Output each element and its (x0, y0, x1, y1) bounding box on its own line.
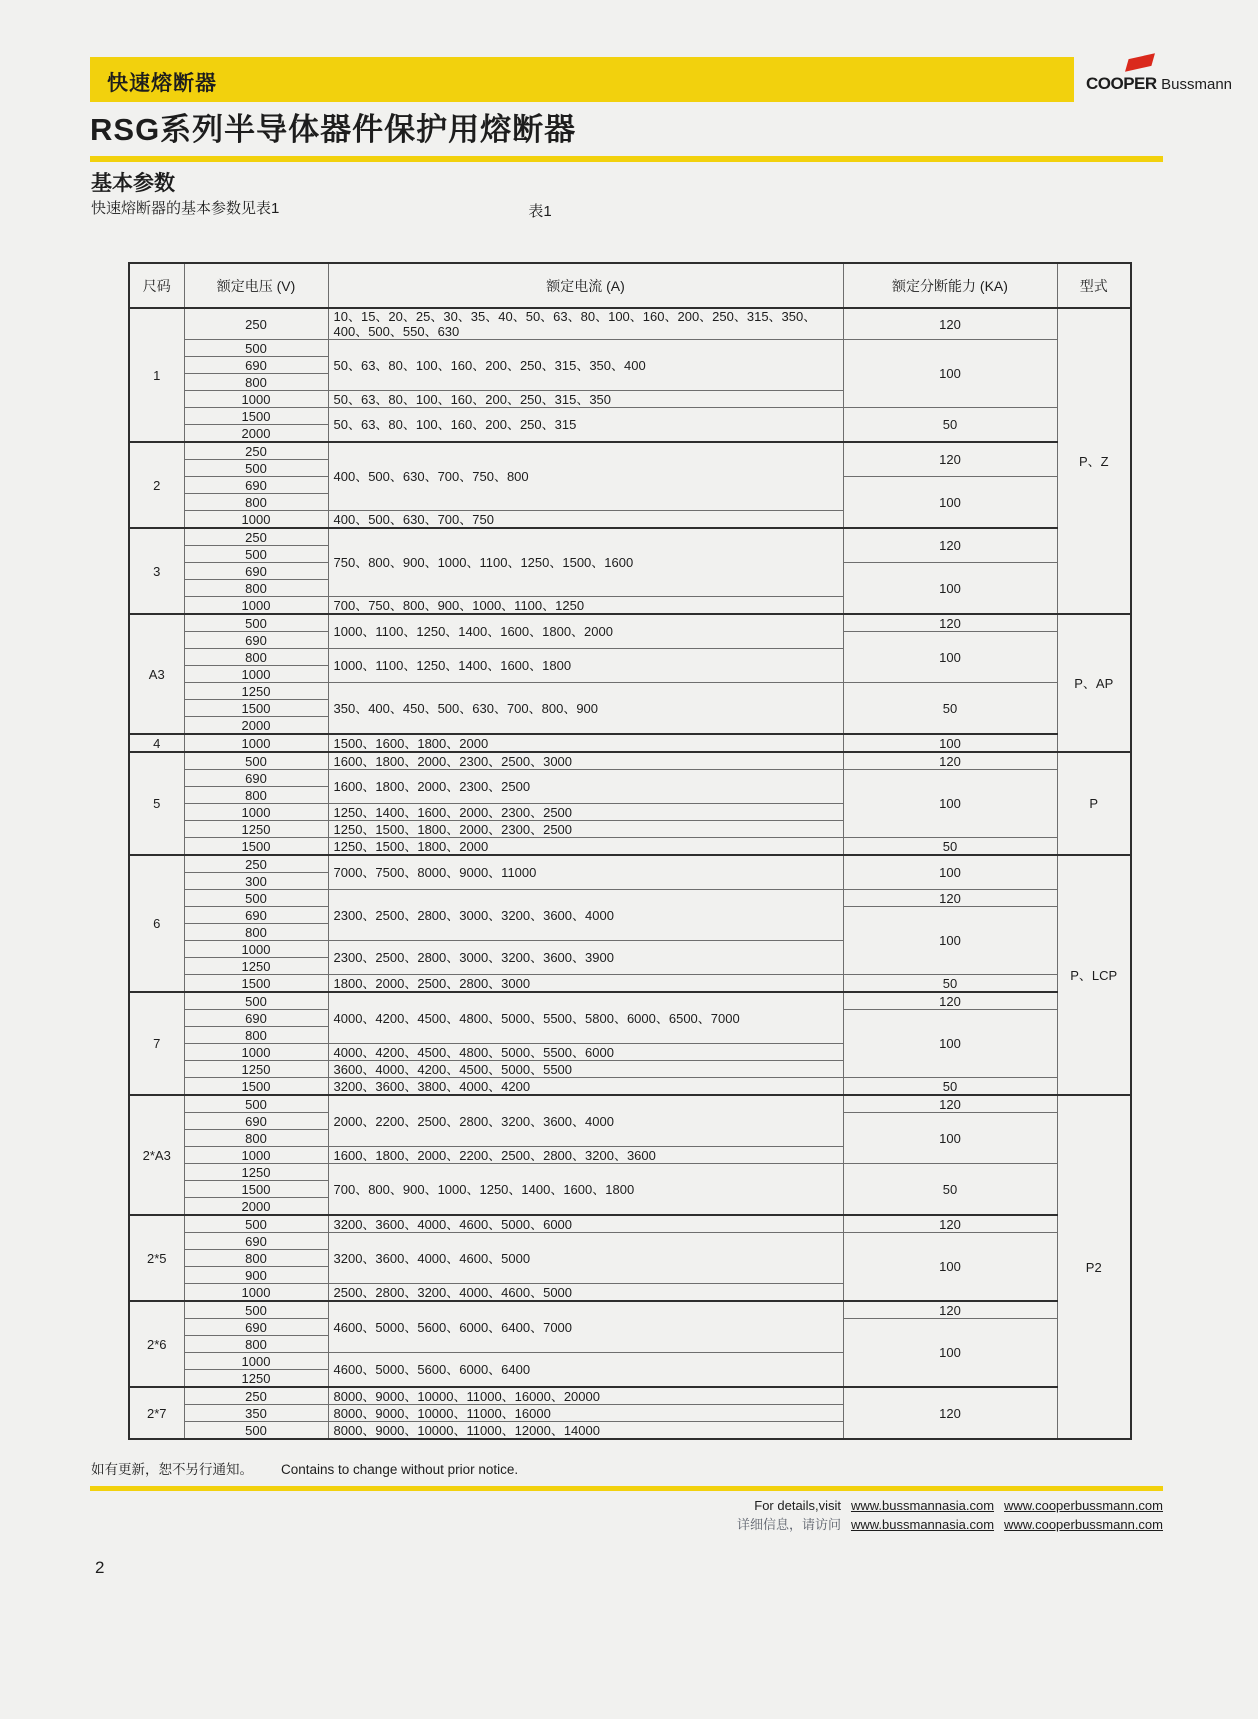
size-cell: 1 (129, 308, 184, 442)
current-cell: 8000、9000、10000、11000、12000、14000 (328, 1422, 843, 1440)
ka-cell: 120 (843, 1215, 1057, 1233)
voltage-cell: 350 (184, 1405, 328, 1422)
parameters-table (128, 262, 1132, 1440)
voltage-cell: 1000 (184, 597, 328, 615)
size-cell: 2 (129, 442, 184, 528)
size-cell: 2*A3 (129, 1095, 184, 1215)
ka-cell: 120 (843, 1387, 1057, 1439)
voltage-cell: 1250 (184, 683, 328, 700)
current-cell: 1600、1800、2000、2200、2500、2800、3200、3600 (328, 1147, 843, 1164)
voltage-cell: 690 (184, 357, 328, 374)
current-cell: 4600、5000、5600、6000、6400 (328, 1353, 843, 1388)
voltage-cell: 1500 (184, 1181, 328, 1198)
footer-note (91, 1458, 518, 1478)
voltage-cell: 1000 (184, 1353, 328, 1370)
current-cell: 3200、3600、4000、4600、5000、6000 (328, 1215, 843, 1233)
size-cell: 5 (129, 752, 184, 855)
ka-cell: 50 (843, 1078, 1057, 1096)
current-cell: 1600、1800、2000、2300、2500 (328, 770, 843, 804)
table-header-row (129, 263, 1131, 308)
table-row (129, 752, 1131, 770)
voltage-cell: 1000 (184, 734, 328, 752)
current-cell: 2500、2800、3200、4000、4600、5000 (328, 1284, 843, 1302)
current-cell: 400、500、630、700、750、800 (328, 442, 843, 511)
footer-links (737, 1496, 1163, 1534)
voltage-cell: 1000 (184, 511, 328, 529)
current-cell: 4000、4200、4500、4800、5000、5500、5800、6000、6500、7000 (328, 992, 843, 1044)
table-row (129, 890, 1131, 907)
table-caption: 表1 (528, 203, 552, 220)
voltage-cell: 1250 (184, 1164, 328, 1181)
ka-cell: 50 (843, 683, 1057, 735)
voltage-cell: 500 (184, 1301, 328, 1319)
voltage-cell: 250 (184, 308, 328, 340)
current-cell: 1000、1100、1250、1400、1600、1800 (328, 649, 843, 683)
voltage-cell: 1500 (184, 1078, 328, 1096)
logo-cooper-text: COOPER (1086, 74, 1157, 93)
voltage-cell: 690 (184, 563, 328, 580)
footer-note-cn: 如有更新，恕不另行通知。 (91, 1462, 253, 1477)
table-row (129, 1078, 1131, 1096)
current-cell: 2000、2200、2500、2800、3200、3600、4000 (328, 1095, 843, 1147)
voltage-cell: 1000 (184, 1147, 328, 1164)
ka-cell: 100 (843, 563, 1057, 615)
ka-cell: 100 (843, 1113, 1057, 1164)
voltage-cell: 500 (184, 614, 328, 632)
current-cell: 1600、1800、2000、2300、2500、3000 (328, 752, 843, 770)
bussmannasia-link[interactable]: www.bussmannasia.com (850, 1498, 995, 1513)
voltage-cell: 250 (184, 1387, 328, 1405)
footer-links-line-en (737, 1496, 1163, 1515)
cooper-bussmann-logo (1086, 54, 1246, 100)
voltage-cell: 690 (184, 1113, 328, 1130)
voltage-cell: 1000 (184, 941, 328, 958)
ka-cell: 50 (843, 975, 1057, 993)
table-row (129, 340, 1131, 357)
voltage-cell: 1500 (184, 700, 328, 717)
current-cell: 3200、3600、4000、4600、5000 (328, 1233, 843, 1284)
voltage-cell: 690 (184, 1010, 328, 1027)
size-cell: 4 (129, 734, 184, 752)
current-cell: 50、63、80、100、160、200、250、315、350 (328, 391, 843, 408)
voltage-cell: 800 (184, 787, 328, 804)
current-cell: 1000、1100、1250、1400、1600、1800、2000 (328, 614, 843, 649)
voltage-cell: 800 (184, 1130, 328, 1147)
voltage-cell: 250 (184, 528, 328, 546)
voltage-cell: 800 (184, 494, 328, 511)
current-cell: 4000、4200、4500、4800、5000、5500、6000 (328, 1044, 843, 1061)
ka-cell: 100 (843, 855, 1057, 890)
voltage-cell: 500 (184, 340, 328, 357)
voltage-cell: 1250 (184, 958, 328, 975)
type-cell: P、LCP (1057, 855, 1131, 1095)
banner-label: 快速熔断器 (107, 72, 217, 95)
voltage-cell: 1000 (184, 666, 328, 683)
current-cell: 8000、9000、10000、11000、16000 (328, 1405, 843, 1422)
current-cell: 8000、9000、10000、11000、16000、20000 (328, 1387, 843, 1405)
cooperbussmann-link[interactable]: www.cooperbussmann.com (1004, 1517, 1163, 1532)
ka-cell: 120 (843, 1301, 1057, 1319)
current-cell: 10、15、20、25、30、35、40、50、63、80、100、160、200、250、315、350、400、500、550、630 (328, 308, 843, 340)
voltage-cell: 500 (184, 460, 328, 477)
table-row (129, 528, 1131, 546)
current-cell: 3600、4000、4200、4500、5000、5500 (328, 1061, 843, 1078)
voltage-cell: 800 (184, 580, 328, 597)
type-cell: P (1057, 752, 1131, 855)
voltage-cell: 500 (184, 992, 328, 1010)
size-cell: 2*7 (129, 1387, 184, 1439)
voltage-cell: 800 (184, 924, 328, 941)
voltage-cell: 500 (184, 890, 328, 907)
col-header-voltage: 额定电压 (V) (184, 263, 328, 308)
ka-cell: 120 (843, 308, 1057, 340)
table-row (129, 770, 1131, 787)
logo-flag-icon (1125, 53, 1155, 71)
table-row (129, 1233, 1131, 1250)
footer-note-en: Contains to change without prior notice. (281, 1462, 519, 1477)
type-cell: P、AP (1057, 614, 1131, 752)
ka-cell: 100 (843, 632, 1057, 683)
current-cell: 1250、1500、1800、2000 (328, 838, 843, 856)
table-row (129, 992, 1131, 1010)
current-cell: 2300、2500、2800、3000、3200、3600、4000 (328, 890, 843, 941)
table-row (129, 1095, 1131, 1113)
current-cell: 50、63、80、100、160、200、250、315 (328, 408, 843, 443)
type-cell: P、Z (1057, 308, 1131, 614)
voltage-cell: 500 (184, 1215, 328, 1233)
ka-cell: 100 (843, 477, 1057, 529)
voltage-cell: 690 (184, 1319, 328, 1336)
current-cell: 7000、7500、8000、9000、11000 (328, 855, 843, 890)
current-cell: 750、800、900、1000、1100、1250、1500、1600 (328, 528, 843, 597)
ka-cell: 100 (843, 1010, 1057, 1078)
category-banner (90, 57, 1074, 102)
yellow-divider-bottom (90, 1486, 1163, 1491)
voltage-cell: 1250 (184, 821, 328, 838)
ka-cell: 100 (843, 770, 1057, 838)
current-cell: 2300、2500、2800、3000、3200、3600、3900 (328, 941, 843, 975)
size-cell: 2*5 (129, 1215, 184, 1301)
ka-cell: 50 (843, 838, 1057, 856)
col-header-breaking: 额定分断能力 (KA) (843, 263, 1057, 308)
ka-cell: 120 (843, 890, 1057, 907)
current-cell: 700、800、900、1000、1250、1400、1600、1800 (328, 1164, 843, 1216)
ka-cell: 100 (843, 340, 1057, 408)
current-cell: 400、500、630、700、750 (328, 511, 843, 529)
size-cell: 6 (129, 855, 184, 992)
yellow-divider-top (90, 156, 1163, 162)
voltage-cell: 690 (184, 477, 328, 494)
voltage-cell: 800 (184, 1336, 328, 1353)
table-row (129, 308, 1131, 340)
current-cell: 1250、1400、1600、2000、2300、2500 (328, 804, 843, 821)
current-cell: 350、400、450、500、630、700、800、900 (328, 683, 843, 735)
current-cell: 4600、5000、5600、6000、6400、7000 (328, 1301, 843, 1353)
voltage-cell: 1250 (184, 1061, 328, 1078)
voltage-cell: 300 (184, 873, 328, 890)
voltage-cell: 800 (184, 374, 328, 391)
current-cell: 3200、3600、3800、4000、4200 (328, 1078, 843, 1096)
voltage-cell: 1000 (184, 804, 328, 821)
ka-cell: 100 (843, 1233, 1057, 1302)
voltage-cell: 2000 (184, 425, 328, 443)
voltage-cell: 250 (184, 442, 328, 460)
footer-links-line-cn (737, 1515, 1163, 1534)
ka-cell: 120 (843, 442, 1057, 477)
voltage-cell: 1500 (184, 408, 328, 425)
voltage-cell: 500 (184, 1095, 328, 1113)
table-row (129, 442, 1131, 460)
col-header-current: 额定电流 (A) (328, 263, 843, 308)
current-cell: 1500、1600、1800、2000 (328, 734, 843, 752)
size-cell: 7 (129, 992, 184, 1095)
voltage-cell: 690 (184, 907, 328, 924)
voltage-cell: 500 (184, 546, 328, 563)
voltage-cell: 1000 (184, 391, 328, 408)
voltage-cell: 250 (184, 855, 328, 873)
ka-cell: 50 (843, 1164, 1057, 1216)
ka-cell: 120 (843, 614, 1057, 632)
logo-bussmann-text: Bussmann (1161, 76, 1233, 93)
ka-cell: 100 (843, 734, 1057, 752)
table-row (129, 975, 1131, 993)
details-prefix-en: For details,visit (754, 1498, 841, 1513)
page-title: RSG系列半导体器件保护用熔断器 (90, 112, 577, 147)
cooperbussmann-link[interactable]: www.cooperbussmann.com (1004, 1498, 1163, 1513)
current-cell: 700、750、800、900、1000、1100、1250 (328, 597, 843, 615)
details-prefix-cn: 详细信息，请访问 (736, 1517, 841, 1532)
table-row (129, 838, 1131, 856)
ka-cell: 120 (843, 528, 1057, 563)
size-cell: A3 (129, 614, 184, 734)
voltage-cell: 900 (184, 1267, 328, 1284)
section-heading: 基本参数 (91, 172, 175, 195)
intro-text: 快速熔断器的基本参数见表1 (91, 200, 280, 217)
table-row (129, 1164, 1131, 1181)
voltage-cell: 500 (184, 1422, 328, 1440)
voltage-cell: 690 (184, 770, 328, 787)
voltage-cell: 1500 (184, 838, 328, 856)
table-row (129, 1215, 1131, 1233)
voltage-cell: 2000 (184, 1198, 328, 1216)
voltage-cell: 500 (184, 752, 328, 770)
voltage-cell: 800 (184, 1027, 328, 1044)
ka-cell: 120 (843, 992, 1057, 1010)
voltage-cell: 690 (184, 632, 328, 649)
voltage-cell: 690 (184, 1233, 328, 1250)
table-row (129, 855, 1131, 873)
voltage-cell: 1500 (184, 975, 328, 993)
current-cell: 50、63、80、100、160、200、250、315、350、400 (328, 340, 843, 391)
voltage-cell: 800 (184, 649, 328, 666)
current-cell: 1800、2000、2500、2800、3000 (328, 975, 843, 993)
ka-cell: 50 (843, 408, 1057, 443)
col-header-type: 型式 (1057, 263, 1131, 308)
voltage-cell: 1250 (184, 1370, 328, 1388)
ka-cell: 120 (843, 1095, 1057, 1113)
table-row (129, 408, 1131, 425)
current-cell: 1250、1500、1800、2000、2300、2500 (328, 821, 843, 838)
voltage-cell: 1000 (184, 1284, 328, 1302)
table-row (129, 683, 1131, 700)
col-header-size: 尺码 (129, 263, 184, 308)
voltage-cell: 2000 (184, 717, 328, 735)
ka-cell: 100 (843, 907, 1057, 975)
ka-cell: 100 (843, 1319, 1057, 1388)
voltage-cell: 800 (184, 1250, 328, 1267)
table-row (129, 614, 1131, 632)
size-cell: 3 (129, 528, 184, 614)
ka-cell: 120 (843, 752, 1057, 770)
type-cell: P2 (1057, 1095, 1131, 1439)
voltage-cell: 1000 (184, 1044, 328, 1061)
bussmannasia-link[interactable]: www.bussmannasia.com (850, 1517, 995, 1532)
table-row (129, 1301, 1131, 1319)
size-cell: 2*6 (129, 1301, 184, 1387)
table-row (129, 1387, 1131, 1405)
table-row (129, 734, 1131, 752)
page-number: 2 (95, 1558, 105, 1577)
